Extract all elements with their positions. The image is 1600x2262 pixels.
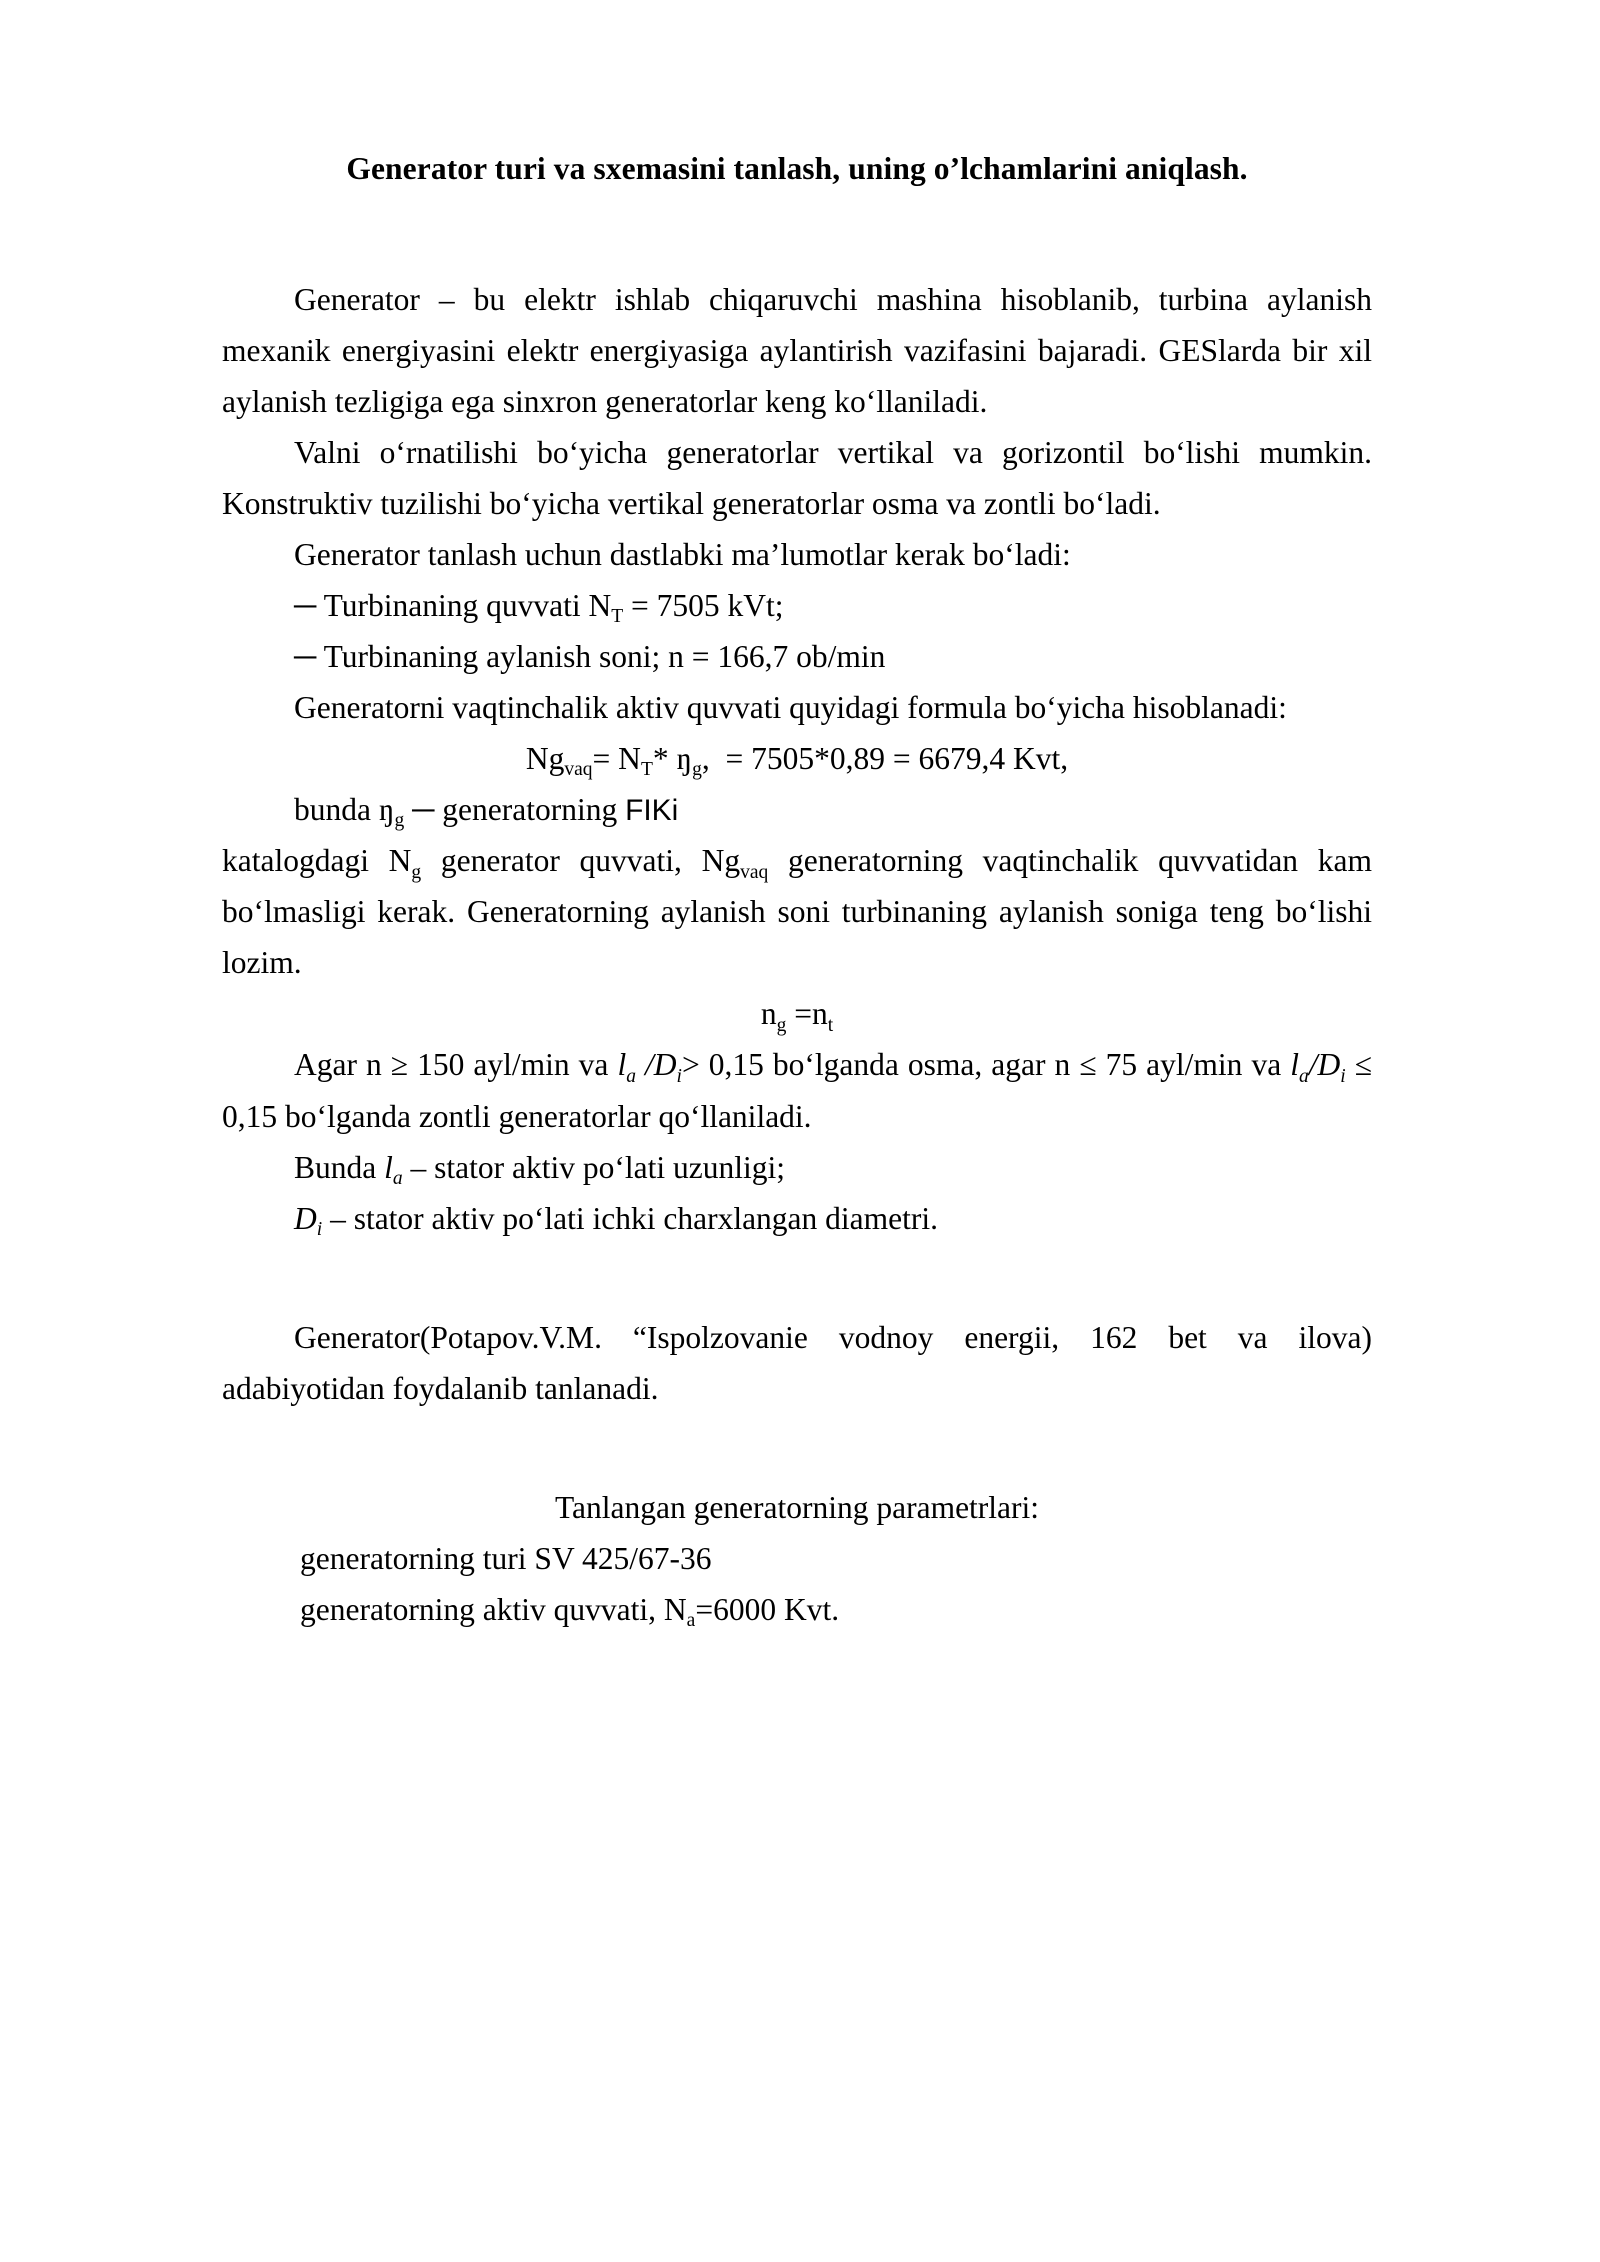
formula-multiply-eta: * ŋ bbox=[652, 740, 693, 776]
spacer-before-reference bbox=[222, 1244, 1372, 1312]
paragraph-intro-2: Valni o‘rnatilishi bo‘yicha generatorlar vertikal va gorizontil bo‘lishi mumkin. Konstruktiv tuzilishi bo‘yicha vertikal generatorlar osma va zontli bo‘ladi. bbox=[222, 434, 1372, 521]
condition-text-2: > 0,15 bo‘lganda osma, agar n ≤ 75 ayl/min va bbox=[681, 1047, 1291, 1083]
formula-lhs-base: Ng bbox=[525, 740, 565, 776]
variable-di-2-subscript: i bbox=[1340, 1065, 1346, 1087]
paragraph-active-power-lead: Generatorni vaqtinchalik aktiv quvvati quyidagi formula bo‘yicha hisoblanadi: bbox=[294, 689, 1287, 725]
active-power-label: generatorning aktiv quvvati, N bbox=[300, 1591, 687, 1627]
catalog-ngvaq-subscript: vaq bbox=[740, 861, 769, 883]
turbine-power-value: = 7505 kVt; bbox=[623, 587, 784, 623]
variable-di-2: /D bbox=[1308, 1047, 1341, 1083]
efficiency-label-pre: bunda ŋ bbox=[294, 791, 395, 827]
spacer-before-parameters bbox=[222, 1414, 1372, 1482]
condition-text-1: Agar n ≥ 150 ayl/min va bbox=[294, 1047, 618, 1083]
formula-speed-equality bbox=[222, 988, 1372, 1039]
condition-text-3: ≤ 0,15 bo‘lganda zontli generatorlar qo‘llaniladi. bbox=[222, 1047, 1373, 1134]
variable-la-subscript: a bbox=[392, 1167, 403, 1189]
efficiency-acronym: FIKi bbox=[625, 793, 679, 827]
parameter-generator-type: generatorning turi SV 425/67-36 bbox=[300, 1540, 712, 1576]
parameter-generator-active-power bbox=[222, 1584, 1372, 1635]
formula-ng-base: n bbox=[760, 996, 777, 1032]
active-power-subscript: a bbox=[686, 1609, 696, 1631]
turbine-power-label: ─ Turbinaning quvvati N bbox=[294, 587, 612, 623]
formula-speed-equals: =n bbox=[786, 996, 828, 1032]
catalog-ng-subscript: g bbox=[411, 861, 422, 883]
la-definition-post: – stator aktiv po‘lati uzunligi; bbox=[402, 1149, 785, 1185]
formula-nt-speed-subscript: t bbox=[827, 1014, 834, 1036]
formula-nt-subscript: T bbox=[640, 759, 653, 781]
efficiency-subscript: g bbox=[394, 810, 405, 832]
paragraph-prerequisites-lead: Generator tanlash uchun dastlabki ma’lumotlar kerak bo‘ladi: bbox=[294, 536, 1071, 572]
list-item-turbine-power bbox=[222, 580, 1372, 631]
paragraph-intro-1: Generator – bu elektr ishlab chiqaruvchi mashina hisoblanib, turbina aylanish mexanik energiyasini elektr energiyasiga aylantirish vazifasini bajaradi. GESlarda bir xil aylanish tezligiga ega sinxron generatorlar keng ko‘llaniladi. bbox=[222, 281, 1372, 419]
paragraph-efficiency-definition bbox=[222, 784, 1372, 835]
formula-right-hand-side: = 7505*0,89 = 6679,4 Kvt, bbox=[725, 740, 1069, 776]
variable-la-1: l bbox=[617, 1047, 627, 1083]
paragraph-catalog-requirement bbox=[222, 835, 1372, 988]
variable-la: l bbox=[384, 1149, 393, 1185]
la-definition-pre: Bunda bbox=[294, 1149, 385, 1185]
paragraph-reference-source: Generator(Potapov.V.M. “Ispolzovanie vodnoy energii, 162 bet va ilova) adabiyotidan foydalanib tanlanadi. bbox=[222, 1319, 1372, 1406]
parameters-heading: Tanlangan generatorning parametrlari: bbox=[554, 1489, 1040, 1525]
efficiency-label-post: ─ generatorning bbox=[404, 791, 626, 827]
variable-la-2-subscript: a bbox=[1298, 1065, 1309, 1087]
di-definition-post: – stator aktiv po‘lati ichki charxlangan diametri. bbox=[322, 1200, 938, 1236]
variable-la-1-subscript: a bbox=[626, 1065, 636, 1087]
catalog-text-2: generator quvvati, Ng bbox=[421, 843, 741, 879]
variable-di-1-subscript: i bbox=[676, 1065, 682, 1087]
variable-di-1: /D bbox=[635, 1047, 677, 1083]
catalog-text-3: generatorning vaqtinchalik quvvatidan kam bo‘lmasligi kerak. Generatorning aylanish soni turbinaning aylanish soniga teng bo‘lishi lozim. bbox=[222, 843, 1372, 981]
paragraph-osma-zontli-condition bbox=[222, 1039, 1372, 1141]
turbine-power-subscript: T bbox=[611, 606, 624, 628]
formula-comma: , bbox=[701, 740, 710, 776]
list-item-turbine-speed: ─ Turbinaning aylanish soni; n = 166,7 ob/min bbox=[294, 638, 886, 674]
formula-temporary-active-power bbox=[222, 733, 1372, 784]
paragraph-di-definition bbox=[222, 1193, 1372, 1244]
catalog-text-1: katalogdagi N bbox=[222, 843, 412, 879]
paragraph-la-definition bbox=[222, 1142, 1372, 1193]
active-power-value: =6000 Kvt. bbox=[695, 1591, 840, 1627]
page-title: Generator turi va sxemasini tanlash, uning o’lchamlarini aniqlash. bbox=[346, 151, 1248, 186]
variable-di-subscript: i bbox=[316, 1218, 323, 1240]
formula-equals-nt: = N bbox=[592, 740, 641, 776]
variable-la-2: l bbox=[1290, 1047, 1299, 1083]
formula-eta-subscript: g bbox=[692, 759, 702, 781]
formula-lhs-subscript: vaq bbox=[564, 759, 593, 781]
variable-di: D bbox=[294, 1200, 317, 1236]
formula-ng-subscript: g bbox=[776, 1014, 787, 1036]
